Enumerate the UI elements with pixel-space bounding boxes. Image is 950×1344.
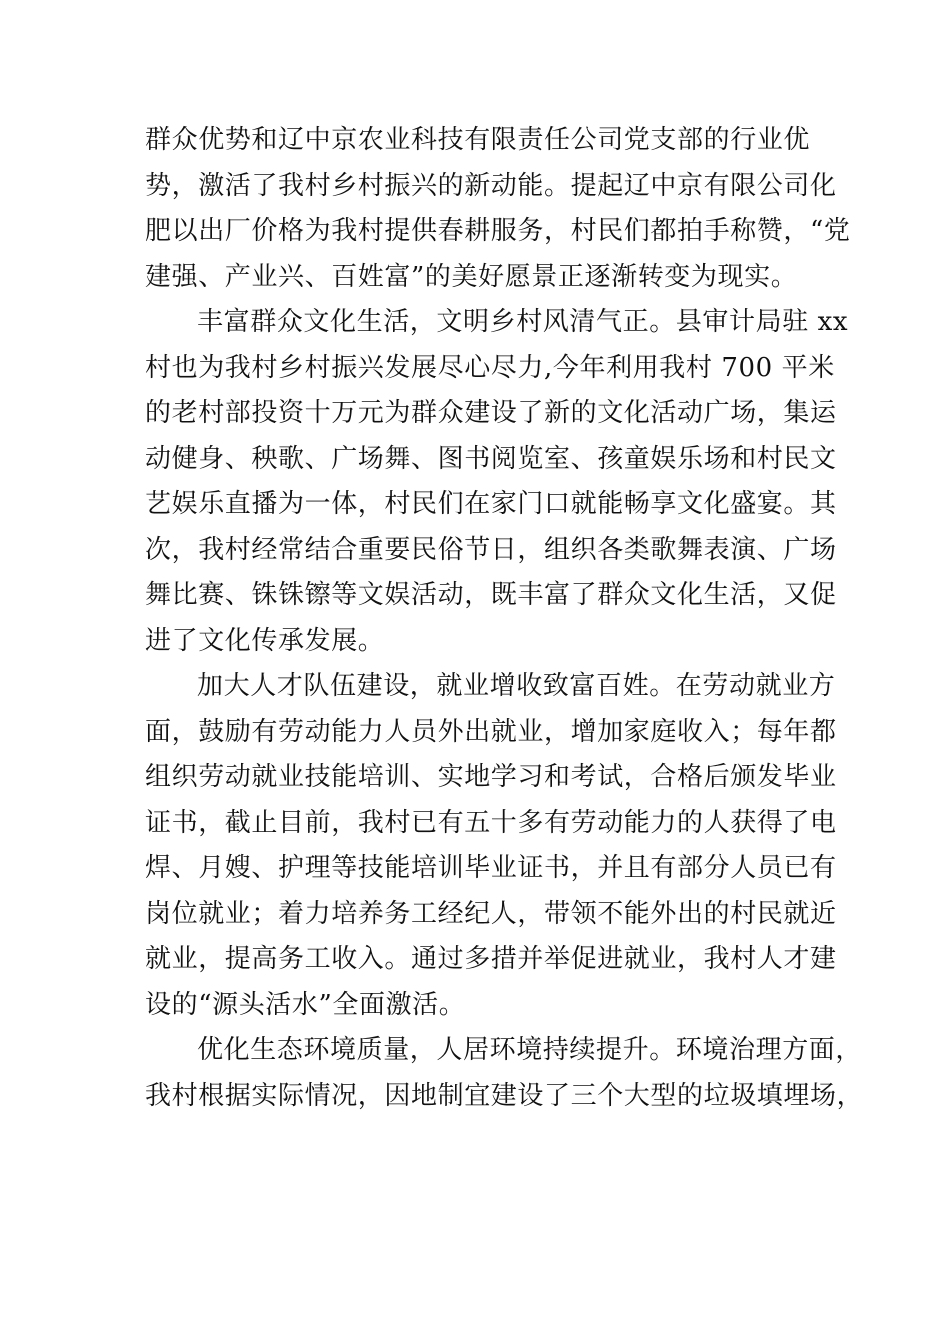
text-line: 次，我村经常结合重要民俗节日，组织各类歌舞表演、广场	[145, 534, 837, 565]
text-line: 群众优势和辽中京农业科技有限责任公司党支部的行业优	[145, 125, 811, 155]
text-line: 我村根据实际情况，因地制宜建设了三个大型的垃圾填埋场，	[145, 1080, 864, 1111]
text-line: 焊、月嫂、护理等技能培训毕业证书，并且有部分人员已有	[145, 853, 837, 883]
text-line: 舞比赛、铢铢镲等文娱活动，既丰富了群众文化生活，又促	[145, 580, 837, 610]
text-line: 设的“源头活水”全面激活。	[145, 989, 466, 1020]
paragraph-start-line: 加大人才队伍建设，就业增收致富百姓。在劳动就业方	[197, 671, 836, 701]
text-line: 村也为我村乡村振兴发展尽心尽力,今年利用我村 700 平米	[145, 352, 835, 383]
text-line: 就业，提高务工收入。通过多措并举促进就业，我村人才建	[145, 944, 837, 974]
text-line: 岗位就业；着力培养务工经纪人，带领不能外出的村民就近	[145, 898, 837, 929]
text-line: 面，鼓励有劳动能力人员外出就业，增加家庭收入；每年都	[145, 716, 837, 747]
paragraph-start-line: 丰富群众文化生活，文明乡村风清气正。县审计局驻 xx	[197, 307, 849, 337]
paragraph-start-line: 优化生态环境质量，人居环境持续提升。环境治理方面，	[197, 1035, 863, 1065]
text-line: 建强、产业兴、百姓富”的美好愿景正逐渐转变为现实。	[145, 261, 798, 292]
text-line: 势，激活了我村乡村振兴的新动能。提起辽中京有限公司化	[145, 170, 837, 201]
text-line: 组织劳动就业技能培训、实地学习和考试，合格后颁发毕业	[145, 762, 837, 792]
text-line: 肥以出厂价格为我村提供春耕服务，村民们都拍手称赞，“党	[145, 216, 851, 246]
text-line: 动健身、秧歌、广场舞、图书阅览室、孩童娱乐场和村民文	[145, 443, 837, 474]
body-text	[145, 118, 864, 1119]
text-line: 艺娱乐直播为一体，村民们在家门口就能畅享文化盛宴。其	[145, 489, 837, 519]
text-line: 的老村部投资十万元为群众建设了新的文化活动广场，集运	[145, 398, 837, 428]
text-line: 进了文化传承发展。	[145, 625, 385, 656]
text-line: 证书，截止目前，我村已有五十多有劳动能力的人获得了电	[145, 807, 837, 838]
